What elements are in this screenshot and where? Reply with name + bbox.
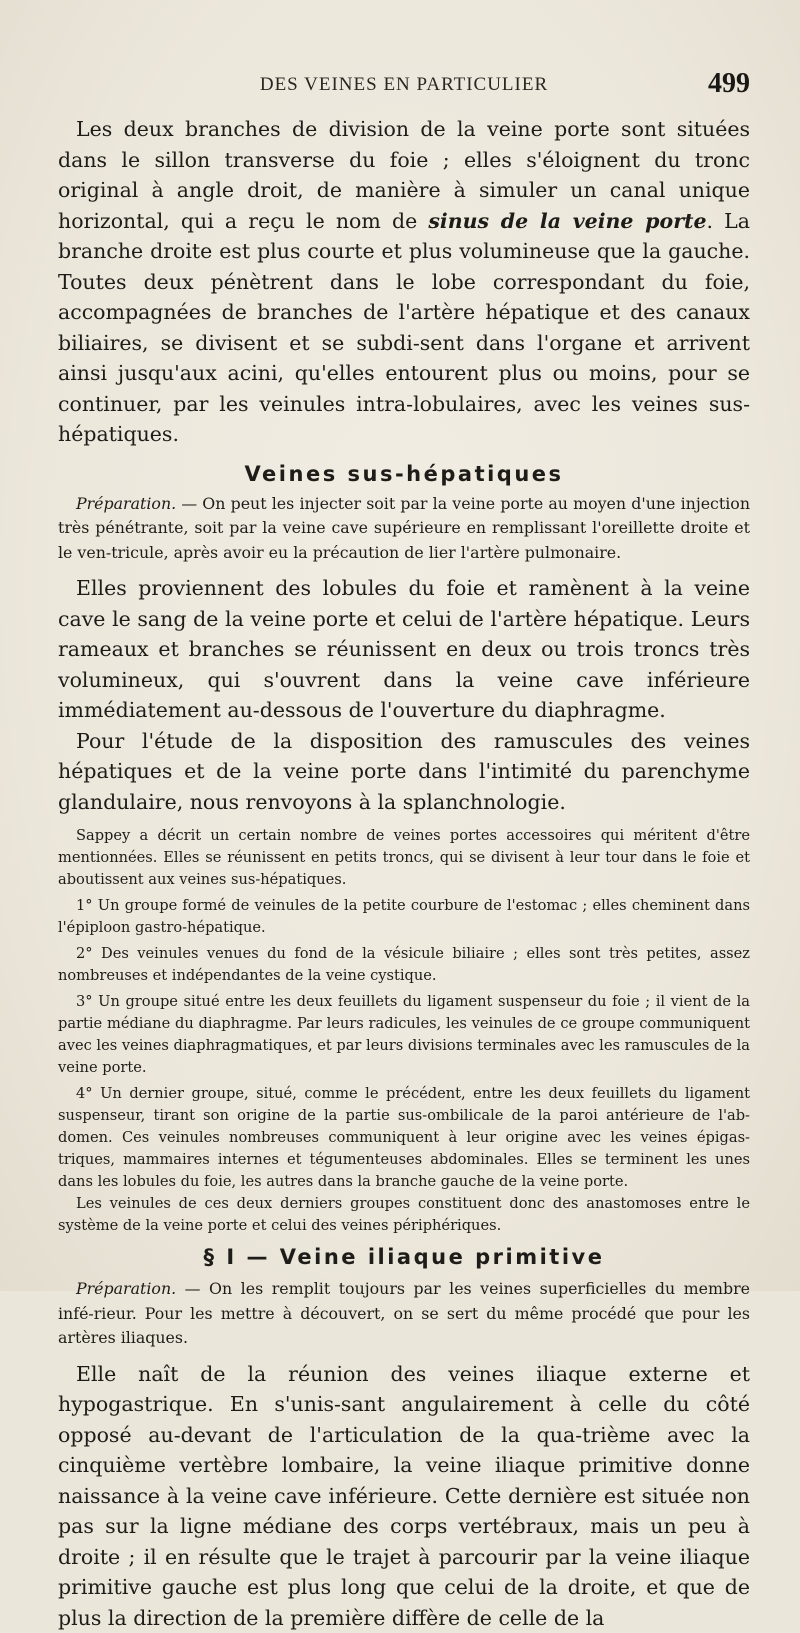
preparation-note (58, 1277, 750, 1351)
list-item: 3° Un groupe situé entre les deux feuillets du ligament suspenseur du foie ; il vient de la partie médiane du diaphragme. Par leurs radicules, les veinules de ce groupe communiquent avec les veines diaphragmatiques, et par leurs divisions terminales avec les ramuscules de la veine porte. (58, 991, 750, 1079)
page-number: 499 (708, 68, 750, 100)
body-paragraph: Pour l'étude de la disposition des ramuscules des veines hépatiques et de la veine porte dans l'intimité du parenchyme glandulaire, nous renvoyons à la splanchnologie. (58, 726, 750, 818)
small-paragraph: Sappey a décrit un certain nombre de veines portes accessoires qui méritent d'être mentionnées. Elles se réunissent en petits troncs, qui se divisent à leur tour dans le foie et aboutissent aux veines sus-hépatiques. (58, 825, 750, 891)
running-head: DES VEINES EN PARTICULIER (58, 74, 750, 96)
section-heading-iliaque: § I — Veine iliaque primitive (58, 1245, 750, 1269)
preparation-label: Préparation. (76, 1279, 176, 1298)
page-header (58, 74, 750, 114)
preparation-label: Préparation. (76, 494, 176, 513)
preparation-note (58, 492, 750, 566)
list-item: 2° Des veinules venues du fond de la vésicule biliaire ; elles sont très petites, assez nombreuses et indépendantes de la veine cystique. (58, 943, 750, 987)
body-paragraph: Elle naît de la réunion des veines iliaque externe et hypogastrique. En s'unis-sant angulairement à celle du côté opposé au-devant de l'articulation de la qua-trième avec la cinquième vertèbre lombaire, la veine iliaque primitive donne naissance à la veine cave inférieure. Cette dernière est située non pas sur la ligne médiane des corps vertébraux, mais un peu à droite ; il en résulte que le trajet à parcourir par la veine iliaque primitive gauche est plus long que celui de la droite, et que de plus la direction de la première diffère de celle de la (58, 1359, 750, 1633)
intro-text-start: Les deux branches de division de la veine porte sont situées dans le sillon transverse du foie ; elles s'éloignent du tronc original à angle droit, de manière à simuler un canal unique horizontal, qui a reçu le nom de (58, 117, 750, 233)
small-paragraph: Les veinules de ces deux derniers groupes constituent donc des anastomoses entre le système de la veine porte et celui des veines périphériques. (58, 1193, 750, 1237)
list-item: 4° Un dernier groupe, situé, comme le précédent, entre les deux feuillets du ligament suspenseur, tirant son origine de la partie sus-ombilicale de la paroi antérieure de l'ab-domen. Ces veinules nombreuses communiquent à leur origine avec les veines épigas-triques, mammaires internes et tégumenteuses abdominales. Elles se terminent les unes dans les lobules du foie, les autres dans la branche gauche de la veine porte. (58, 1083, 750, 1193)
preparation-text: — On peut les injecter soit par la veine porte au moyen d'une injection très pénétrante, soit par la veine cave supérieure en remplissant l'oreillette droite et le ven-tricule, après avoir eu la précaution de lier l'artère pulmonaire. (58, 494, 750, 562)
sinus-term: sinus de la veine porte (428, 209, 706, 233)
preparation-text: — On les remplit toujours par les veines superficielles du membre infé-rieur. Pour les mettre à découvert, on se sert du même procédé que pour les artères iliaques. (58, 1279, 750, 1347)
body-paragraph: Elles proviennent des lobules du foie et ramènent à la veine cave le sang de la veine porte et celui de l'artère hépatique. Leurs rameaux et branches se réunissent en deux ou trois troncs très volumineux, qui s'ouvrent dans la veine cave inférieure immédiatement au-dessous de l'ouverture du diaphragme. (58, 573, 750, 726)
list-item: 1° Un groupe formé de veinules de la petite courbure de l'estomac ; elles cheminent dans l'épiploon gastro-hépatique. (58, 895, 750, 939)
intro-text-end: . La branche droite est plus courte et plus volumineuse que la gauche. Toutes deux pénètrent dans le lobe correspondant du foie, accompagnées de branches de l'artère hépatique et des canaux biliaires, se divisent et se subdi-sent dans l'organe et arrivent ainsi jusqu'aux acini, qu'elles entourent plus ou moins, pour se continuer, par les veinules intra-lobulaires, avec les veines sus-hépatiques. (58, 209, 750, 447)
section-heading-sus-hepatiques: Veines sus-hépatiques (58, 462, 750, 486)
intro-paragraph (58, 114, 750, 450)
